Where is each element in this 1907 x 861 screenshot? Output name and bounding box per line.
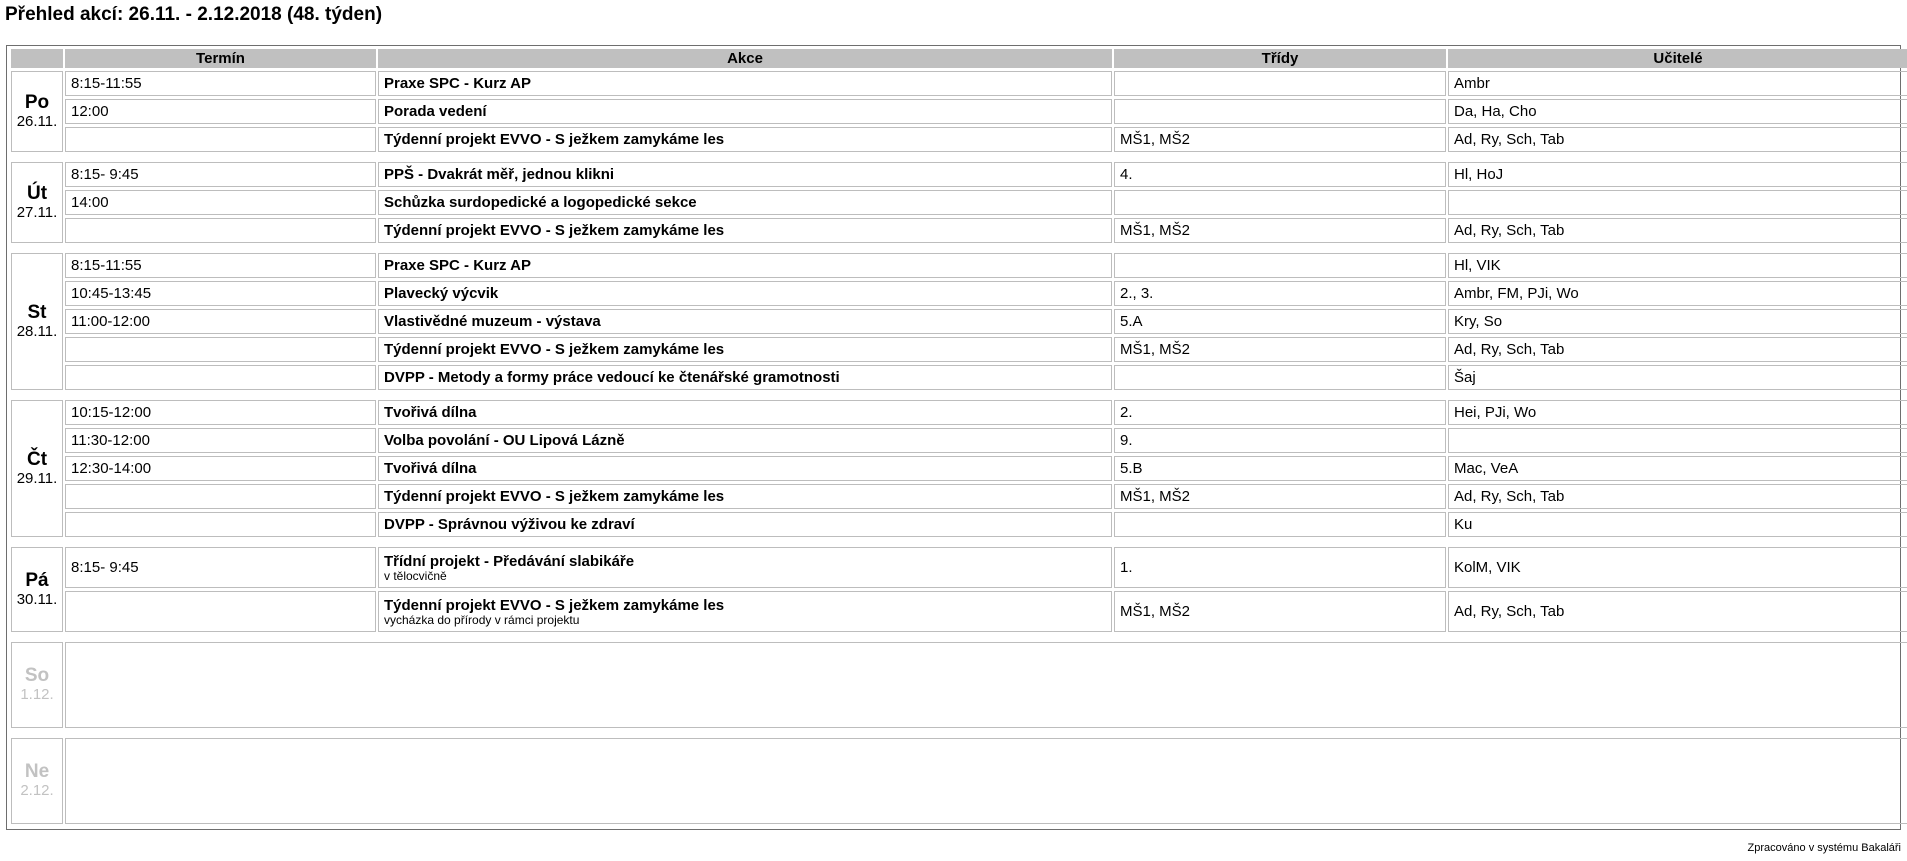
day-date: 2.12. — [20, 782, 54, 799]
event-time — [65, 218, 376, 243]
event-row — [11, 127, 1907, 152]
event-time: 8:15- 9:45 — [65, 547, 376, 588]
event-time: 8:15-11:55 — [65, 253, 376, 278]
event-action-title: Praxe SPC - Kurz AP — [384, 75, 531, 92]
empty-day-row — [11, 738, 1907, 824]
event-time — [65, 337, 376, 362]
event-action — [378, 456, 1112, 481]
event-classes: MŠ1, MŠ2 — [1114, 591, 1446, 632]
event-action-title: Týdenní projekt EVVO - S ježkem zamykáme les — [384, 222, 725, 239]
event-classes: 4. — [1114, 162, 1446, 187]
event-row — [11, 400, 1907, 425]
event-action — [378, 337, 1112, 362]
event-action-title: Týdenní projekt EVVO - S ježkem zamykáme les — [384, 131, 725, 148]
event-action-title: Volba povolání - OU Lipová Lázně — [384, 432, 625, 449]
day-separator — [11, 393, 1907, 397]
event-action — [378, 127, 1112, 152]
event-action-title: Vlastivědné muzeum - výstava — [384, 313, 601, 330]
event-action — [378, 71, 1112, 96]
event-action — [378, 547, 1112, 588]
empty-day-cell — [65, 642, 1907, 728]
event-action-title: Třídní projekt - Předávání slabikáře — [384, 552, 635, 570]
event-teachers: Ad, Ry, Sch, Tab — [1448, 337, 1907, 362]
header-teachers: Učitelé — [1448, 49, 1907, 68]
event-classes — [1114, 71, 1446, 96]
separator-cell — [11, 540, 1907, 544]
event-teachers: Šaj — [1448, 365, 1907, 390]
day-name: Čt — [26, 448, 48, 470]
event-action-title: Plavecký výcvik — [384, 285, 499, 302]
event-teachers — [1448, 428, 1907, 453]
event-row — [11, 71, 1907, 96]
event-action — [378, 162, 1112, 187]
day-date: 1.12. — [20, 686, 54, 703]
day-separator — [11, 731, 1907, 735]
event-action-title: PPŠ - Dvakrát měř, jednou klikni — [384, 166, 615, 183]
schedule-body — [11, 71, 1907, 824]
event-teachers: Hl, HoJ — [1448, 162, 1907, 187]
separator-cell — [11, 393, 1907, 397]
day-name: Ne — [24, 761, 50, 782]
event-time — [65, 484, 376, 509]
event-action — [378, 591, 1112, 632]
event-action-title: Schůzka surdopedické a logopedické sekce — [384, 194, 697, 211]
separator-cell — [11, 731, 1907, 735]
day-date: 27.11. — [16, 203, 58, 221]
event-time: 8:15- 9:45 — [65, 162, 376, 187]
day-cell — [11, 738, 63, 824]
event-time — [65, 512, 376, 537]
header-term: Termín — [65, 49, 376, 68]
day-name: Po — [24, 91, 50, 113]
event-time: 10:15-12:00 — [65, 400, 376, 425]
separator-cell — [11, 155, 1907, 159]
event-time: 14:00 — [65, 190, 376, 215]
event-time — [65, 127, 376, 152]
event-action — [378, 365, 1112, 390]
event-classes: 9. — [1114, 428, 1446, 453]
event-classes: MŠ1, MŠ2 — [1114, 218, 1446, 243]
header-action: Akce — [378, 49, 1112, 68]
day-separator — [11, 635, 1907, 639]
schedule-table-frame — [6, 45, 1901, 830]
event-action — [378, 253, 1112, 278]
event-teachers: Ad, Ry, Sch, Tab — [1448, 127, 1907, 152]
event-teachers — [1448, 190, 1907, 215]
event-row — [11, 99, 1907, 124]
day-separator — [11, 155, 1907, 159]
event-time — [65, 365, 376, 390]
schedule-table — [9, 46, 1907, 827]
event-action — [378, 281, 1112, 306]
separator-cell — [11, 635, 1907, 639]
event-classes: MŠ1, MŠ2 — [1114, 484, 1446, 509]
event-classes: MŠ1, MŠ2 — [1114, 127, 1446, 152]
event-classes: MŠ1, MŠ2 — [1114, 337, 1446, 362]
event-time: 12:00 — [65, 99, 376, 124]
day-date: 28.11. — [16, 322, 58, 340]
event-row — [11, 337, 1907, 362]
day-separator — [11, 246, 1907, 250]
event-action — [378, 428, 1112, 453]
day-separator — [11, 540, 1907, 544]
day-name: Pá — [25, 569, 49, 591]
event-action-title: Porada vedení — [384, 103, 487, 120]
event-row — [11, 162, 1907, 187]
event-row — [11, 591, 1907, 632]
day-date: 29.11. — [16, 469, 58, 487]
event-classes — [1114, 190, 1446, 215]
event-classes: 5.B — [1114, 456, 1446, 481]
table-header-row — [11, 49, 1907, 68]
event-action — [378, 512, 1112, 537]
event-teachers: Ambr — [1448, 71, 1907, 96]
event-classes: 5.A — [1114, 309, 1446, 334]
event-action-note: v tělocvičně — [384, 568, 447, 583]
header-day — [11, 49, 63, 68]
event-action-title: Týdenní projekt EVVO - S ježkem zamykáme les — [384, 488, 725, 505]
event-action-title: DVPP - Správnou výživou ke zdraví — [384, 516, 635, 533]
header-classes: Třídy — [1114, 49, 1446, 68]
day-cell — [11, 162, 63, 243]
event-teachers: KolM, VIK — [1448, 547, 1907, 588]
page-title: Přehled akcí: 26.11. - 2.12.2018 (48. týden) — [5, 4, 383, 25]
event-teachers: Kry, So — [1448, 309, 1907, 334]
event-action — [378, 309, 1112, 334]
event-action-title: Týdenní projekt EVVO - S ježkem zamykáme les — [384, 596, 725, 614]
event-time: 10:45-13:45 — [65, 281, 376, 306]
event-classes: 2. — [1114, 400, 1446, 425]
event-classes — [1114, 99, 1446, 124]
event-row — [11, 309, 1907, 334]
event-teachers: Hei, PJi, Wo — [1448, 400, 1907, 425]
event-row — [11, 484, 1907, 509]
event-time: 8:15-11:55 — [65, 71, 376, 96]
event-teachers: Ambr, FM, PJi, Wo — [1448, 281, 1907, 306]
event-action-title: Tvořivá dílna — [384, 404, 477, 421]
event-action — [378, 218, 1112, 243]
event-row — [11, 547, 1907, 588]
event-teachers: Ad, Ry, Sch, Tab — [1448, 484, 1907, 509]
day-name: So — [24, 665, 50, 686]
day-date: 30.11. — [16, 590, 58, 608]
event-action-title: DVPP - Metody a formy práce vedoucí ke čtenářské gramotnosti — [384, 369, 840, 386]
event-row — [11, 190, 1907, 215]
separator-cell — [11, 246, 1907, 250]
day-cell — [11, 253, 63, 390]
event-teachers: Ad, Ry, Sch, Tab — [1448, 591, 1907, 632]
event-row — [11, 218, 1907, 243]
event-row — [11, 428, 1907, 453]
event-classes — [1114, 365, 1446, 390]
event-action — [378, 99, 1112, 124]
event-classes: 2., 3. — [1114, 281, 1446, 306]
footer-credit: Zpracováno v systému Bakaláři — [1747, 842, 1901, 854]
event-row — [11, 253, 1907, 278]
event-classes: 1. — [1114, 547, 1446, 588]
empty-day-cell — [65, 738, 1907, 824]
event-row — [11, 512, 1907, 537]
event-teachers: Ad, Ry, Sch, Tab — [1448, 218, 1907, 243]
empty-day-row — [11, 642, 1907, 728]
event-teachers: Mac, VeA — [1448, 456, 1907, 481]
event-row — [11, 281, 1907, 306]
day-cell — [11, 71, 63, 152]
event-time: 12:30-14:00 — [65, 456, 376, 481]
day-name: St — [27, 301, 47, 323]
event-row — [11, 456, 1907, 481]
day-cell — [11, 642, 63, 728]
day-name: Út — [26, 182, 48, 204]
event-action-title: Týdenní projekt EVVO - S ježkem zamykáme les — [384, 341, 725, 358]
day-cell — [11, 547, 63, 632]
event-action-note: vycházka do přírody v rámci projektu — [384, 612, 580, 627]
event-row — [11, 365, 1907, 390]
event-teachers: Hl, VIK — [1448, 253, 1907, 278]
event-action — [378, 484, 1112, 509]
day-date: 26.11. — [16, 112, 58, 130]
event-time — [65, 591, 376, 632]
event-action-title: Tvořivá dílna — [384, 460, 477, 477]
event-classes — [1114, 512, 1446, 537]
event-classes — [1114, 253, 1446, 278]
event-action — [378, 400, 1112, 425]
event-teachers: Ku — [1448, 512, 1907, 537]
event-action-title: Praxe SPC - Kurz AP — [384, 257, 531, 274]
day-cell — [11, 400, 63, 537]
event-teachers: Da, Ha, Cho — [1448, 99, 1907, 124]
event-time: 11:00-12:00 — [65, 309, 376, 334]
event-action — [378, 190, 1112, 215]
event-time: 11:30-12:00 — [65, 428, 376, 453]
